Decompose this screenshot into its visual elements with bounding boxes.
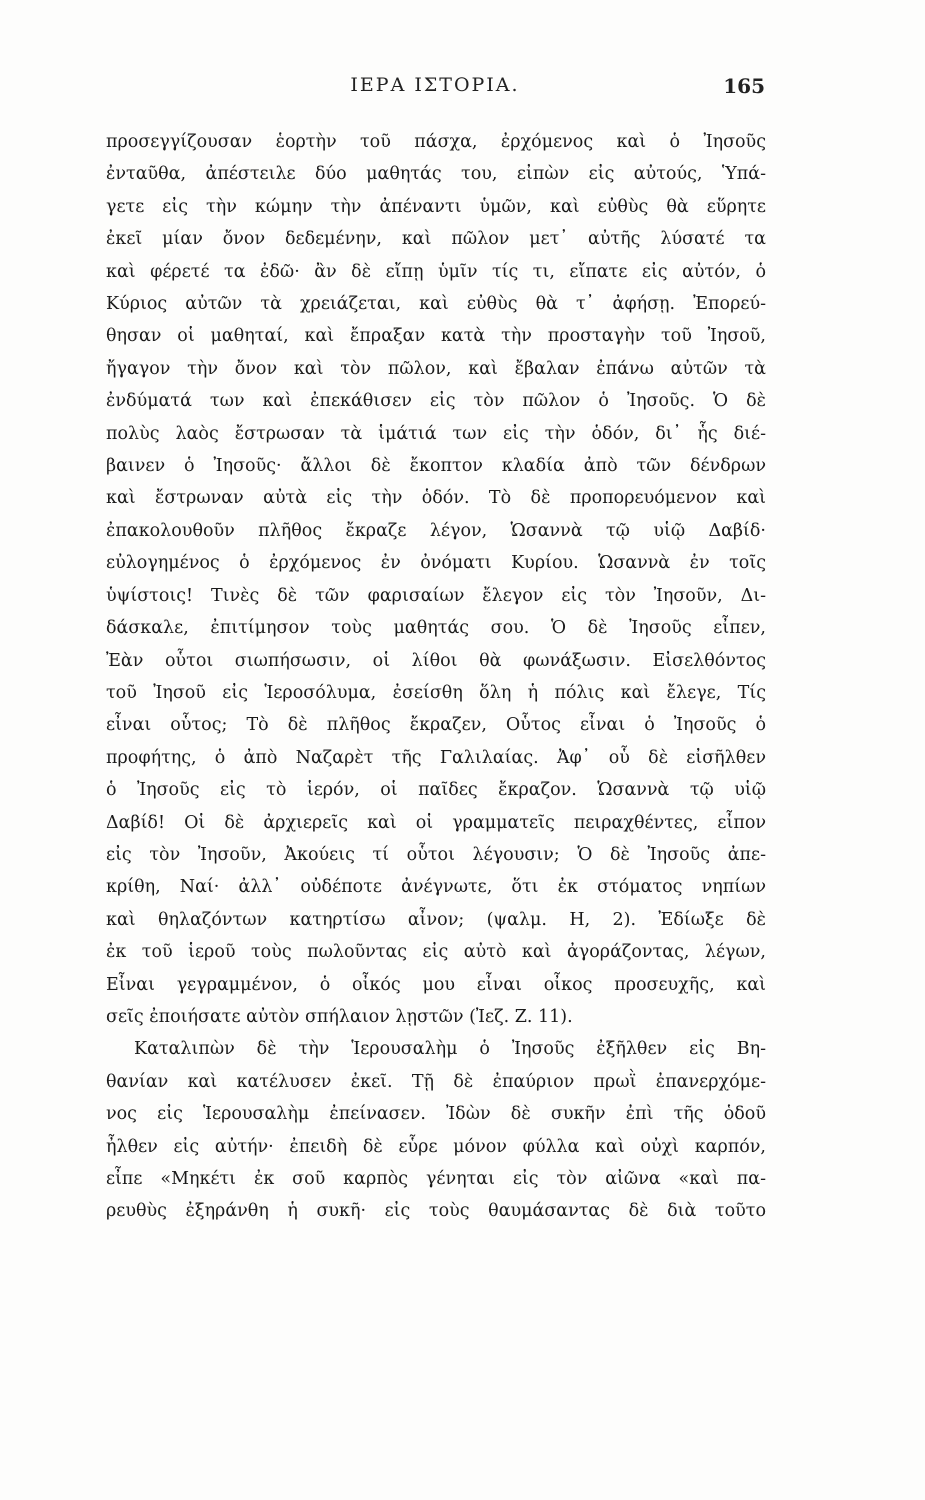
text-line: καὶ φέρετέ τα ἐδῶ· ἂν δὲ εἴπῃ ὑμῖν τίς τι, εἴπατε εἰς αὐτόν, ὁ	[106, 261, 766, 282]
text-line: σεῖς ἐποιήσατε αὐτὸν σπήλαιον λῃστῶν (Ἰεζ. Ζ. 11).	[106, 1006, 573, 1027]
text-line: δάσκαλε, ἐπιτίμησον τοὺς μαθητάς σου. Ὁ δὲ Ἰησοῦς εἶπεν,	[106, 618, 766, 639]
body-text	[106, 126, 766, 1228]
text-line: θανίαν καὶ κατέλυσεν ἐκεῖ. Τῇ δὲ ἐπαύριον πρωῒ ἐπανερχόμε-	[106, 1071, 766, 1092]
text-line: εὐλογημένος ὁ ἐρχόμενος ἐν ὀνόματι Κυρίου. Ὡσαννὰ ἐν τοῖς	[106, 553, 766, 574]
text-line: ἐκ τοῦ ἱεροῦ τοὺς πωλοῦντας εἰς αὐτὸ καὶ ἀγοράζοντας, λέγων,	[106, 942, 766, 963]
text-line: πολὺς λαὸς ἔστρωσαν τὰ ἱμάτιά των εἰς τὴν ὁδόν, δι᾽ ἧς διέ-	[106, 423, 766, 444]
text-line: Δαβίδ! Οἱ δὲ ἀρχιερεῖς καὶ οἱ γραμματεῖς πειραχθέντες, εἶπον	[106, 812, 766, 833]
text-line: προφήτης, ὁ ἀπὸ Ναζαρὲτ τῆς Γαλιλαίας. Ἀφ᾽ οὗ δὲ εἰσῆλθεν	[106, 747, 766, 768]
text-line: ἐπακολουθοῦν πλῆθος ἔκραζε λέγον, Ὡσαννὰ τῷ υἱῷ Δαβίδ·	[106, 520, 766, 541]
text-line: Εἶναι γεγραμμένον, ὁ οἶκός μου εἶναι οἶκος προσευχῆς, καὶ	[106, 974, 766, 995]
text-line: καὶ θηλαζόντων κατηρτίσω αἶνον; (ψαλμ. Η, 2). Ἐδίωξε δὲ	[106, 909, 766, 930]
text-line: εἶπε «Μηκέτι ἐκ σοῦ καρπὸς γένηται εἰς τὸν αἰῶνα «καὶ πα-	[106, 1169, 766, 1189]
text-line: ἐνταῦθα, ἀπέστειλε δύο μαθητάς του, εἰπὼν εἰς αὐτούς, Ὑπά-	[106, 164, 766, 185]
text-line: εἶναι οὗτος; Τὸ δὲ πλῆθος ἔκραζεν, Οὗτος εἶναι ὁ Ἰησοῦς ὁ	[106, 715, 766, 736]
page-header	[105, 74, 765, 104]
text-line: τοῦ Ἰησοῦ εἰς Ἱεροσόλυμα, ἐσείσθη ὅλη ἡ πόλις καὶ ἔλεγε, Τίς	[106, 682, 766, 703]
text-line: εἰς τὸν Ἰησοῦν, Ἀκούεις τί οὗτοι λέγουσιν; Ὁ δὲ Ἰησοῦς ἀπε-	[106, 844, 766, 865]
text-line: Καταλιπὼν δὲ τὴν Ἱερουσαλὴμ ὁ Ἰησοῦς ἐξῆλθεν εἰς Βη-	[134, 1039, 766, 1060]
text-line: θησαν οἱ μαθηταί, καὶ ἔπραξαν κατὰ τὴν προσταγὴν τοῦ Ἰησοῦ,	[106, 326, 766, 347]
text-line: βαινεν ὁ Ἰησοῦς· ἄλλοι δὲ ἔκοπτον κλαδία ἀπὸ τῶν δένδρων	[106, 456, 766, 477]
text-line: ἐνδύματά των καὶ ἐπεκάθισεν εἰς τὸν πῶλον ὁ Ἰησοῦς. Ὁ δὲ	[106, 391, 766, 412]
text-line: ρευθὺς ἐξηράνθη ἡ συκῆ· εἰς τοὺς θαυμάσαντας δὲ διὰ τοῦτο	[106, 1201, 766, 1222]
text-line: ὑψίστοις! Τινὲς δὲ τῶν φαρισαίων ἔλεγον εἰς τὸν Ἰησοῦν, Δι-	[106, 585, 766, 606]
text-line: Ἐὰν οὗτοι σιωπήσωσιν, οἱ λίθοι θὰ φωνάξωσιν. Εἰσελθόντος	[106, 650, 766, 671]
text-line: ἦλθεν εἰς αὐτήν· ἐπειδὴ δὲ εὗρε μόνον φύλλα καὶ οὐχὶ καρπόν,	[106, 1136, 766, 1157]
text-line: Κύριος αὐτῶν τὰ χρειάζεται, καὶ εὐθὺς θὰ τ᾽ ἀφήσῃ. Ἐπορεύ-	[106, 294, 766, 315]
text-line: ὁ Ἰησοῦς εἰς τὸ ἱερόν, οἱ παῖδες ἔκραζον. Ὡσαννὰ τῷ υἱῷ	[106, 780, 766, 801]
text-line: γετε εἰς τὴν κώμην τὴν ἀπέναντι ὑμῶν, καὶ εὐθὺς θὰ εὕρητε	[106, 196, 766, 217]
running-title: ΙΕΡΑ ΙΣΤΟΡΙΑ.	[350, 74, 520, 96]
text-line: κρίθη, Ναί· ἀλλ᾽ οὐδέποτε ἀνέγνωτε, ὅτι ἐκ στόματος νηπίων	[106, 877, 766, 898]
text-line: προσεγγίζουσαν ἑορτὴν τοῦ πάσχα, ἐρχόμενος καὶ ὁ Ἰησοῦς	[106, 132, 766, 152]
page-number: 165	[723, 74, 765, 98]
text-line: ἤγαγον τὴν ὄνον καὶ τὸν πῶλον, καὶ ἔβαλαν ἐπάνω αὐτῶν τὰ	[106, 358, 766, 379]
text-line: νος εἰς Ἱερουσαλὴμ ἐπείνασεν. Ἰδὼν δὲ συκῆν ἐπὶ τῆς ὁδοῦ	[106, 1104, 766, 1125]
text-line: καὶ ἔστρωναν αὐτὰ εἰς τὴν ὁδόν. Τὸ δὲ προπορευόμενον καὶ	[106, 488, 766, 509]
text-line: ἐκεῖ μίαν ὄνον δεδεμένην, καὶ πῶλον μετ᾽ αὐτῆς λύσατέ τα	[106, 229, 766, 250]
